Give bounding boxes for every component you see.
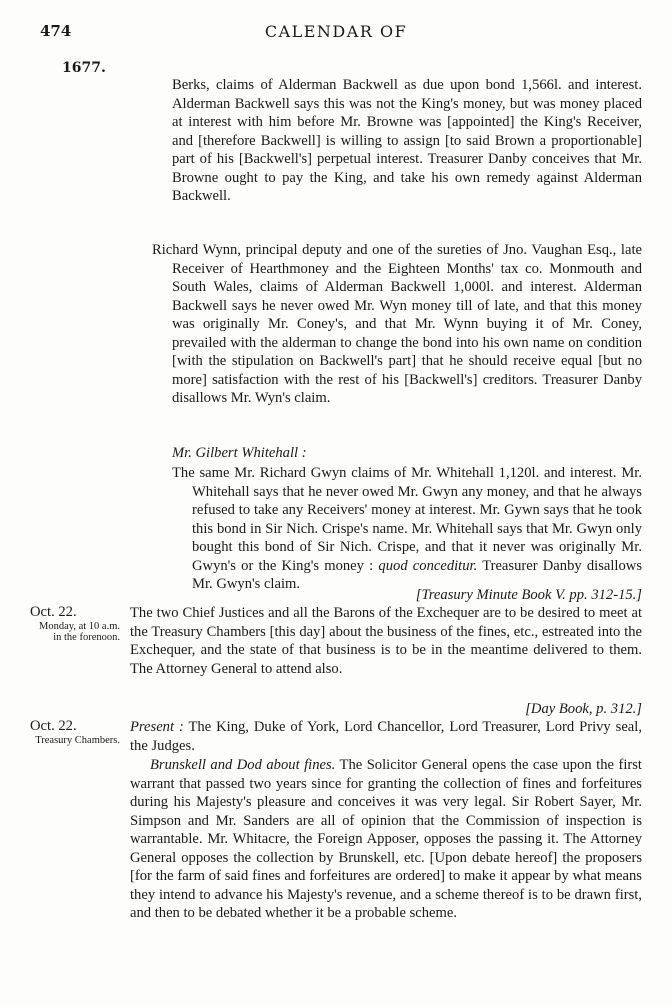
whitehall-latin: quod conceditur. [378,557,478,574]
margin-note: Monday, at 10 a.m. in the forenoon. [39,621,120,643]
year-marker: 1677. [62,60,106,76]
margin-note-oct22-monday [30,604,120,643]
whitehall-text: The same Mr. Richard Gwyn claims of Mr. Whitehall 1,120l. and interest. Mr. Whitehall says that he never owed Mr. Gwyn any money, and that he always refused to take any Receivers' money at interest. Mr. Gywn says that he took this bond in Sir Nich. Crispe's name. Mr. Whitehall says that Mr. Gwyn only bought this bond of Sir Nich. Crispe, and that it never was originally Mr. Gwyn's or the King's money : [172,465,642,574]
paragraph-chief-justices: The two Chief Justices and all the Barons of the Exchequer are to be desired to meet at the Treasury Chambers [this day] about the business of the fines, etc., estreated into the Exchequer, and the state of that business is to be in the meantime delivered to them. The Attorney General to attend also. [130,605,642,677]
entry-whitehall-heading [172,444,642,463]
paragraph-brunskell-dod [130,756,642,923]
entry-wynn [152,241,642,408]
margin-date: Oct. 22. [30,718,77,734]
paragraph-wynn: Richard Wynn, principal deputy and one of the sureties of Jno. Vaughan Esq., late Receiver of Hearthmoney and the Eighteen Months' tax co. Monmouth and South Wales, claims of Alderman Backwell 1,000l. and interest. Alderman Backwell says he never owed Mr. Wyn money till of late, and that this money was originally Mr. Coney's, and that Mr. Wynn buying it of Mr. Coney, prevailed with the alderman to change the bond into his own name on condition [with the stipulation on Backwell's part] that he should receive equal [but no more] satisfaction with the rest of his [Backwell's] creditors. Treasurer Danby disallows Mr. Wyn's claim. [152,242,642,406]
present-text: The King, Duke of York, Lord Chancellor, Lord Treasurer, Lord Privy seal, the Judges. [130,719,642,754]
margin-note-oct22-treasury [30,718,120,746]
entry-chief-justices [130,604,642,678]
margin-date: Oct. 22. [30,604,77,620]
citation-day-book-text: [Day Book, p. 312.] [525,700,642,717]
page-number: 474 [40,22,72,40]
margin-note: Treasury Chambers. [35,735,120,746]
entry-brunskell-dod [130,756,642,923]
entry-present [130,718,642,755]
citation-treasury-minute-text: [Treasury Minute Book V. pp. 312-15.] [415,586,642,603]
page-header [40,22,632,50]
running-title: CALENDAR OF [264,22,408,41]
brunskell-text: The Solicitor General opens the case upon the first warrant that passed two years since for granting the collection of fines and forfeitures during his Majesty's pleasure and conceives it was very legal. Sir Robert Sayer, Mr. Simpson and Mr. Sanders are all of opinion that the Commission of inspection is warrantable. Mr. Whitacre, the Foreign Apposer, opposes the passing it. The Attorney General opposes the collection by Brunskell, etc. [Upon debate hereof] the proposers [for the farm of said fines and forfeitures are ordered] to make it appear by what means they intend to advance his Majesty's revenue, and a scheme thereof is to be drawn first, and then to be debated whether it be a probable scheme. [130,757,642,921]
brunskell-label: Brunskell and Dod about fines. [150,757,336,773]
paragraph-backwell-browne: Berks, claims of Alderman Backwell as due upon bond 1,566l. and interest. Alderman Backwell says this was not the King's money, but was money placed at interest with him before Mr. Browne was [appointed] the King's Receiver, and [therefore Backwell] is willing to assign [to said Brown a proportionable] part of his [Backwell's] perpetual interest. Treasurer Danby conceives that Mr. Browne ought to pay the King, and take his own remedy against Alderman Backwell. [172,77,642,204]
present-label: Present : [130,719,184,735]
whitehall-heading: Mr. Gilbert Whitehall : [172,445,307,461]
paragraph-present [130,718,642,755]
whitehall-end: Treasurer Danby disallows Mr. Gwyn's claim. [192,557,643,592]
entry-backwell-browne [172,76,642,206]
